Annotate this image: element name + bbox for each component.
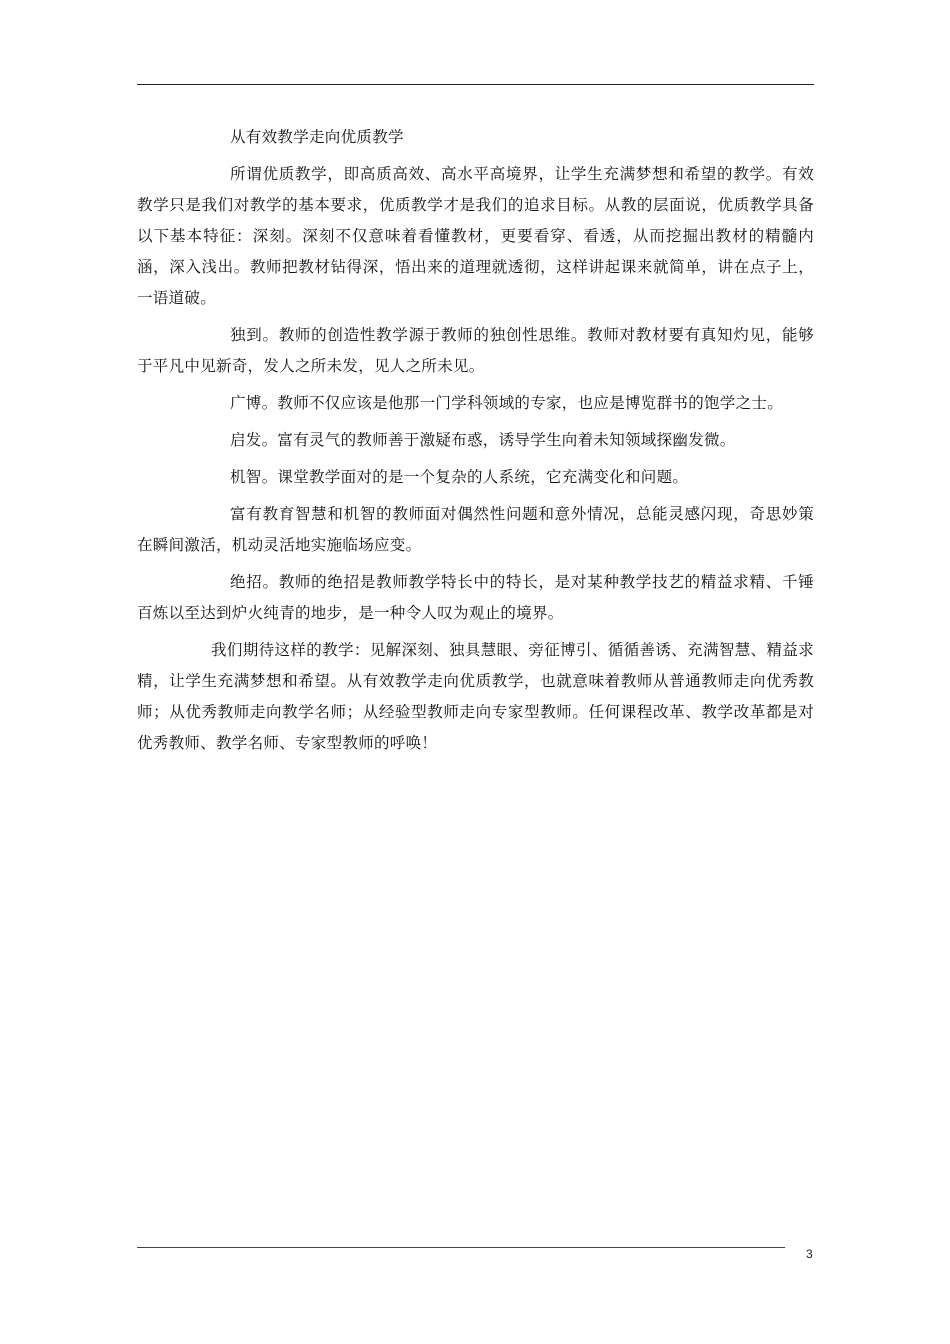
- paragraph-4: 启发。富有灵气的教师善于激疑布惑，诱导学生向着未知领域探幽发微。: [230, 431, 736, 449]
- paragraph-1: 所谓优质教学，即高质高效、高水平高境界，让学生充满梦想和希望的教学。有效教学只是我们对教学的基本要求，优质教学才是我们的追求目标。从教的层面说，优质教学具备以下基本特征：深刻。深刻不仅意味着看懂教材，更要看穿、看透，从而挖掘出教材的精髓内涵，深入浅出。教师把教材钻得深，悟出来的道理就透彻，这样讲起课来就简单，讲在点子上，一语道破。: [137, 165, 814, 307]
- paragraph-7: 绝招。教师的绝招是教师教学特长中的特长，是对某种教学技艺的精益求精、千锤百炼以至达到炉火纯青的地步，是一种令人叹为观止的境界。: [137, 573, 814, 622]
- page-number: 3: [806, 1247, 813, 1261]
- header-rule: [137, 84, 814, 85]
- paragraph-2: 独到。教师的创造性教学源于教师的独创性思维。教师对教材要有真知灼见，能够于平凡中见新奇，发人之所未发，见人之所未见。: [137, 326, 814, 375]
- document-title: 从有效教学走向优质教学: [230, 128, 404, 146]
- paragraph-6: 富有教育智慧和机智的教师面对偶然性问题和意外情况，总能灵感闪现，奇思妙策在瞬间激活，机动灵活地实施临场应变。: [137, 505, 814, 554]
- document-body: [137, 122, 814, 759]
- paragraph-8: 我们期待这样的教学：见解深刻、独具慧眼、旁征博引、循循善诱、充满智慧、精益求精，让学生充满梦想和希望。从有效教学走向优质教学，也就意味着教师从普通教师走向优秀教师；从优秀教师走向教学名师；从经验型教师走向专家型教师。任何课程改革、教学改革都是对优秀教师、教学名师、专家型教师的呼唤！: [137, 641, 814, 752]
- paragraph-3: 广博。教师不仅应该是他那一门学科领域的专家，也应是博览群书的饱学之士。: [230, 394, 784, 412]
- paragraph-5: 机智。课堂教学面对的是一个复杂的人系统，它充满变化和问题。: [230, 468, 689, 486]
- footer-rule: [137, 1247, 785, 1248]
